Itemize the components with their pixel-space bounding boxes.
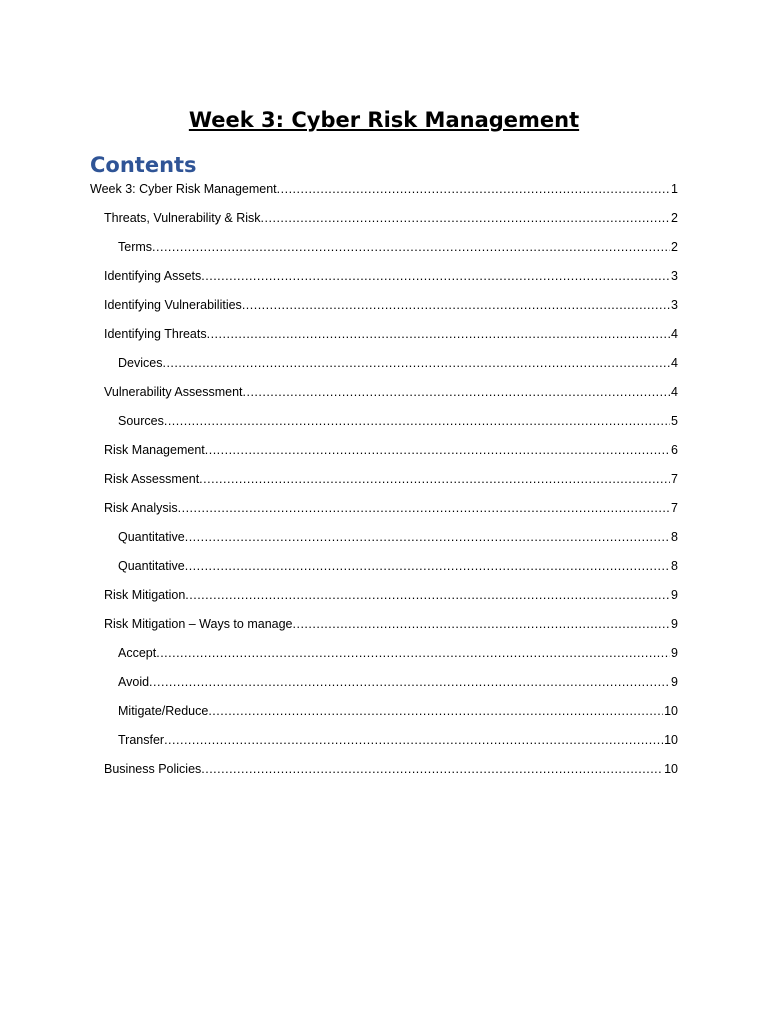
document-title: Week 3: Cyber Risk Management bbox=[188, 108, 580, 132]
toc-dot-leader bbox=[277, 180, 670, 198]
toc-entry[interactable] bbox=[90, 557, 678, 586]
toc-dot-leader bbox=[201, 267, 670, 285]
toc-entry-page-number[interactable]: 9 bbox=[671, 617, 678, 631]
toc-dot-leader bbox=[199, 470, 670, 488]
toc-dot-leader bbox=[243, 383, 671, 401]
toc-entry-label[interactable]: Terms bbox=[118, 240, 153, 254]
toc-entry-page-number[interactable]: 3 bbox=[671, 269, 678, 283]
toc-dot-leader bbox=[152, 238, 670, 256]
toc-entry[interactable] bbox=[90, 760, 678, 789]
toc-dot-leader bbox=[162, 354, 670, 372]
toc-entry-label[interactable]: Week 3: Cyber Risk Management bbox=[90, 182, 277, 196]
toc-entry-label[interactable]: Quantitative bbox=[118, 530, 185, 544]
toc-entry[interactable] bbox=[90, 731, 678, 760]
toc-entry-page-number[interactable]: 5 bbox=[671, 414, 678, 428]
toc-entry-label[interactable]: Risk Management bbox=[104, 443, 205, 457]
toc-entry-page-number[interactable]: 2 bbox=[671, 211, 678, 225]
toc-dot-leader bbox=[156, 644, 670, 662]
toc-entry[interactable] bbox=[90, 180, 678, 209]
toc-dot-leader bbox=[207, 325, 670, 343]
toc-dot-leader bbox=[205, 441, 670, 459]
toc-entry-label[interactable]: Accept bbox=[118, 646, 157, 660]
toc-entry-page-number[interactable]: 9 bbox=[671, 588, 678, 602]
toc-entry-page-number[interactable]: 2 bbox=[671, 240, 678, 254]
toc-entry-label[interactable]: Quantitative bbox=[118, 559, 185, 573]
toc-dot-leader bbox=[293, 615, 671, 633]
toc-entry-page-number[interactable]: 1 bbox=[671, 182, 678, 196]
toc-entry-label[interactable]: Mitigate/Reduce bbox=[118, 704, 209, 718]
toc-entry-label[interactable]: Transfer bbox=[118, 733, 165, 747]
toc-entry[interactable] bbox=[90, 296, 678, 325]
toc-entry[interactable] bbox=[90, 644, 678, 673]
toc-entry[interactable] bbox=[90, 238, 678, 267]
toc-entry[interactable] bbox=[90, 354, 678, 383]
toc-dot-leader bbox=[185, 557, 670, 575]
toc-entry[interactable] bbox=[90, 586, 678, 615]
toc-entry-page-number[interactable]: 10 bbox=[664, 704, 678, 718]
toc-entry[interactable] bbox=[90, 470, 678, 499]
toc-entry-page-number[interactable]: 8 bbox=[671, 559, 678, 573]
toc-entry[interactable] bbox=[90, 412, 678, 441]
toc-entry[interactable] bbox=[90, 702, 678, 731]
toc-entry-label[interactable]: Risk Mitigation – Ways to manage bbox=[104, 617, 293, 631]
toc-entry-page-number[interactable]: 4 bbox=[671, 385, 678, 399]
toc-entry[interactable] bbox=[90, 673, 678, 702]
table-of-contents bbox=[90, 180, 678, 789]
toc-entry[interactable] bbox=[90, 615, 678, 644]
toc-entry-label[interactable]: Risk Analysis bbox=[104, 501, 178, 515]
toc-heading: Contents bbox=[90, 153, 197, 177]
toc-entry[interactable] bbox=[90, 383, 678, 412]
toc-entry-label[interactable]: Avoid bbox=[118, 675, 150, 689]
toc-entry-label[interactable]: Business Policies bbox=[104, 762, 202, 776]
toc-entry-page-number[interactable]: 6 bbox=[671, 443, 678, 457]
toc-entry[interactable] bbox=[90, 499, 678, 528]
toc-dot-leader bbox=[242, 296, 670, 314]
toc-entry[interactable] bbox=[90, 441, 678, 470]
toc-entry-page-number[interactable]: 7 bbox=[671, 501, 678, 515]
toc-entry[interactable] bbox=[90, 267, 678, 296]
toc-entry-label[interactable]: Devices bbox=[118, 356, 163, 370]
toc-entry-label[interactable]: Identifying Assets bbox=[104, 269, 202, 283]
toc-entry[interactable] bbox=[90, 528, 678, 557]
toc-entry-page-number[interactable]: 10 bbox=[664, 733, 678, 747]
toc-entry-page-number[interactable]: 9 bbox=[671, 675, 678, 689]
toc-entry-label[interactable]: Sources bbox=[118, 414, 164, 428]
toc-entry-label[interactable]: Threats, Vulnerability & Risk bbox=[104, 211, 261, 225]
toc-dot-leader bbox=[208, 702, 663, 720]
toc-entry-page-number[interactable]: 4 bbox=[671, 327, 678, 341]
toc-dot-leader bbox=[178, 499, 670, 517]
toc-entry-page-number[interactable]: 3 bbox=[671, 298, 678, 312]
toc-dot-leader bbox=[185, 586, 670, 604]
toc-entry-label[interactable]: Vulnerability Assessment bbox=[104, 385, 243, 399]
toc-entry-label[interactable]: Identifying Threats bbox=[104, 327, 207, 341]
toc-entry-label[interactable]: Risk Mitigation bbox=[104, 588, 186, 602]
toc-entry-label[interactable]: Identifying Vulnerabilities bbox=[104, 298, 242, 312]
toc-dot-leader bbox=[185, 528, 670, 546]
toc-entry-page-number[interactable]: 8 bbox=[671, 530, 678, 544]
toc-entry-page-number[interactable]: 10 bbox=[664, 762, 678, 776]
toc-dot-leader bbox=[201, 760, 663, 778]
toc-entry-label[interactable]: Risk Assessment bbox=[104, 472, 200, 486]
toc-entry-page-number[interactable]: 7 bbox=[671, 472, 678, 486]
toc-dot-leader bbox=[149, 673, 670, 691]
toc-dot-leader bbox=[164, 731, 663, 749]
toc-dot-leader bbox=[261, 209, 671, 227]
toc-entry-page-number[interactable]: 9 bbox=[671, 646, 678, 660]
toc-entry[interactable] bbox=[90, 209, 678, 238]
toc-entry-page-number[interactable]: 4 bbox=[671, 356, 678, 370]
toc-entry[interactable] bbox=[90, 325, 678, 354]
toc-dot-leader bbox=[164, 412, 670, 430]
